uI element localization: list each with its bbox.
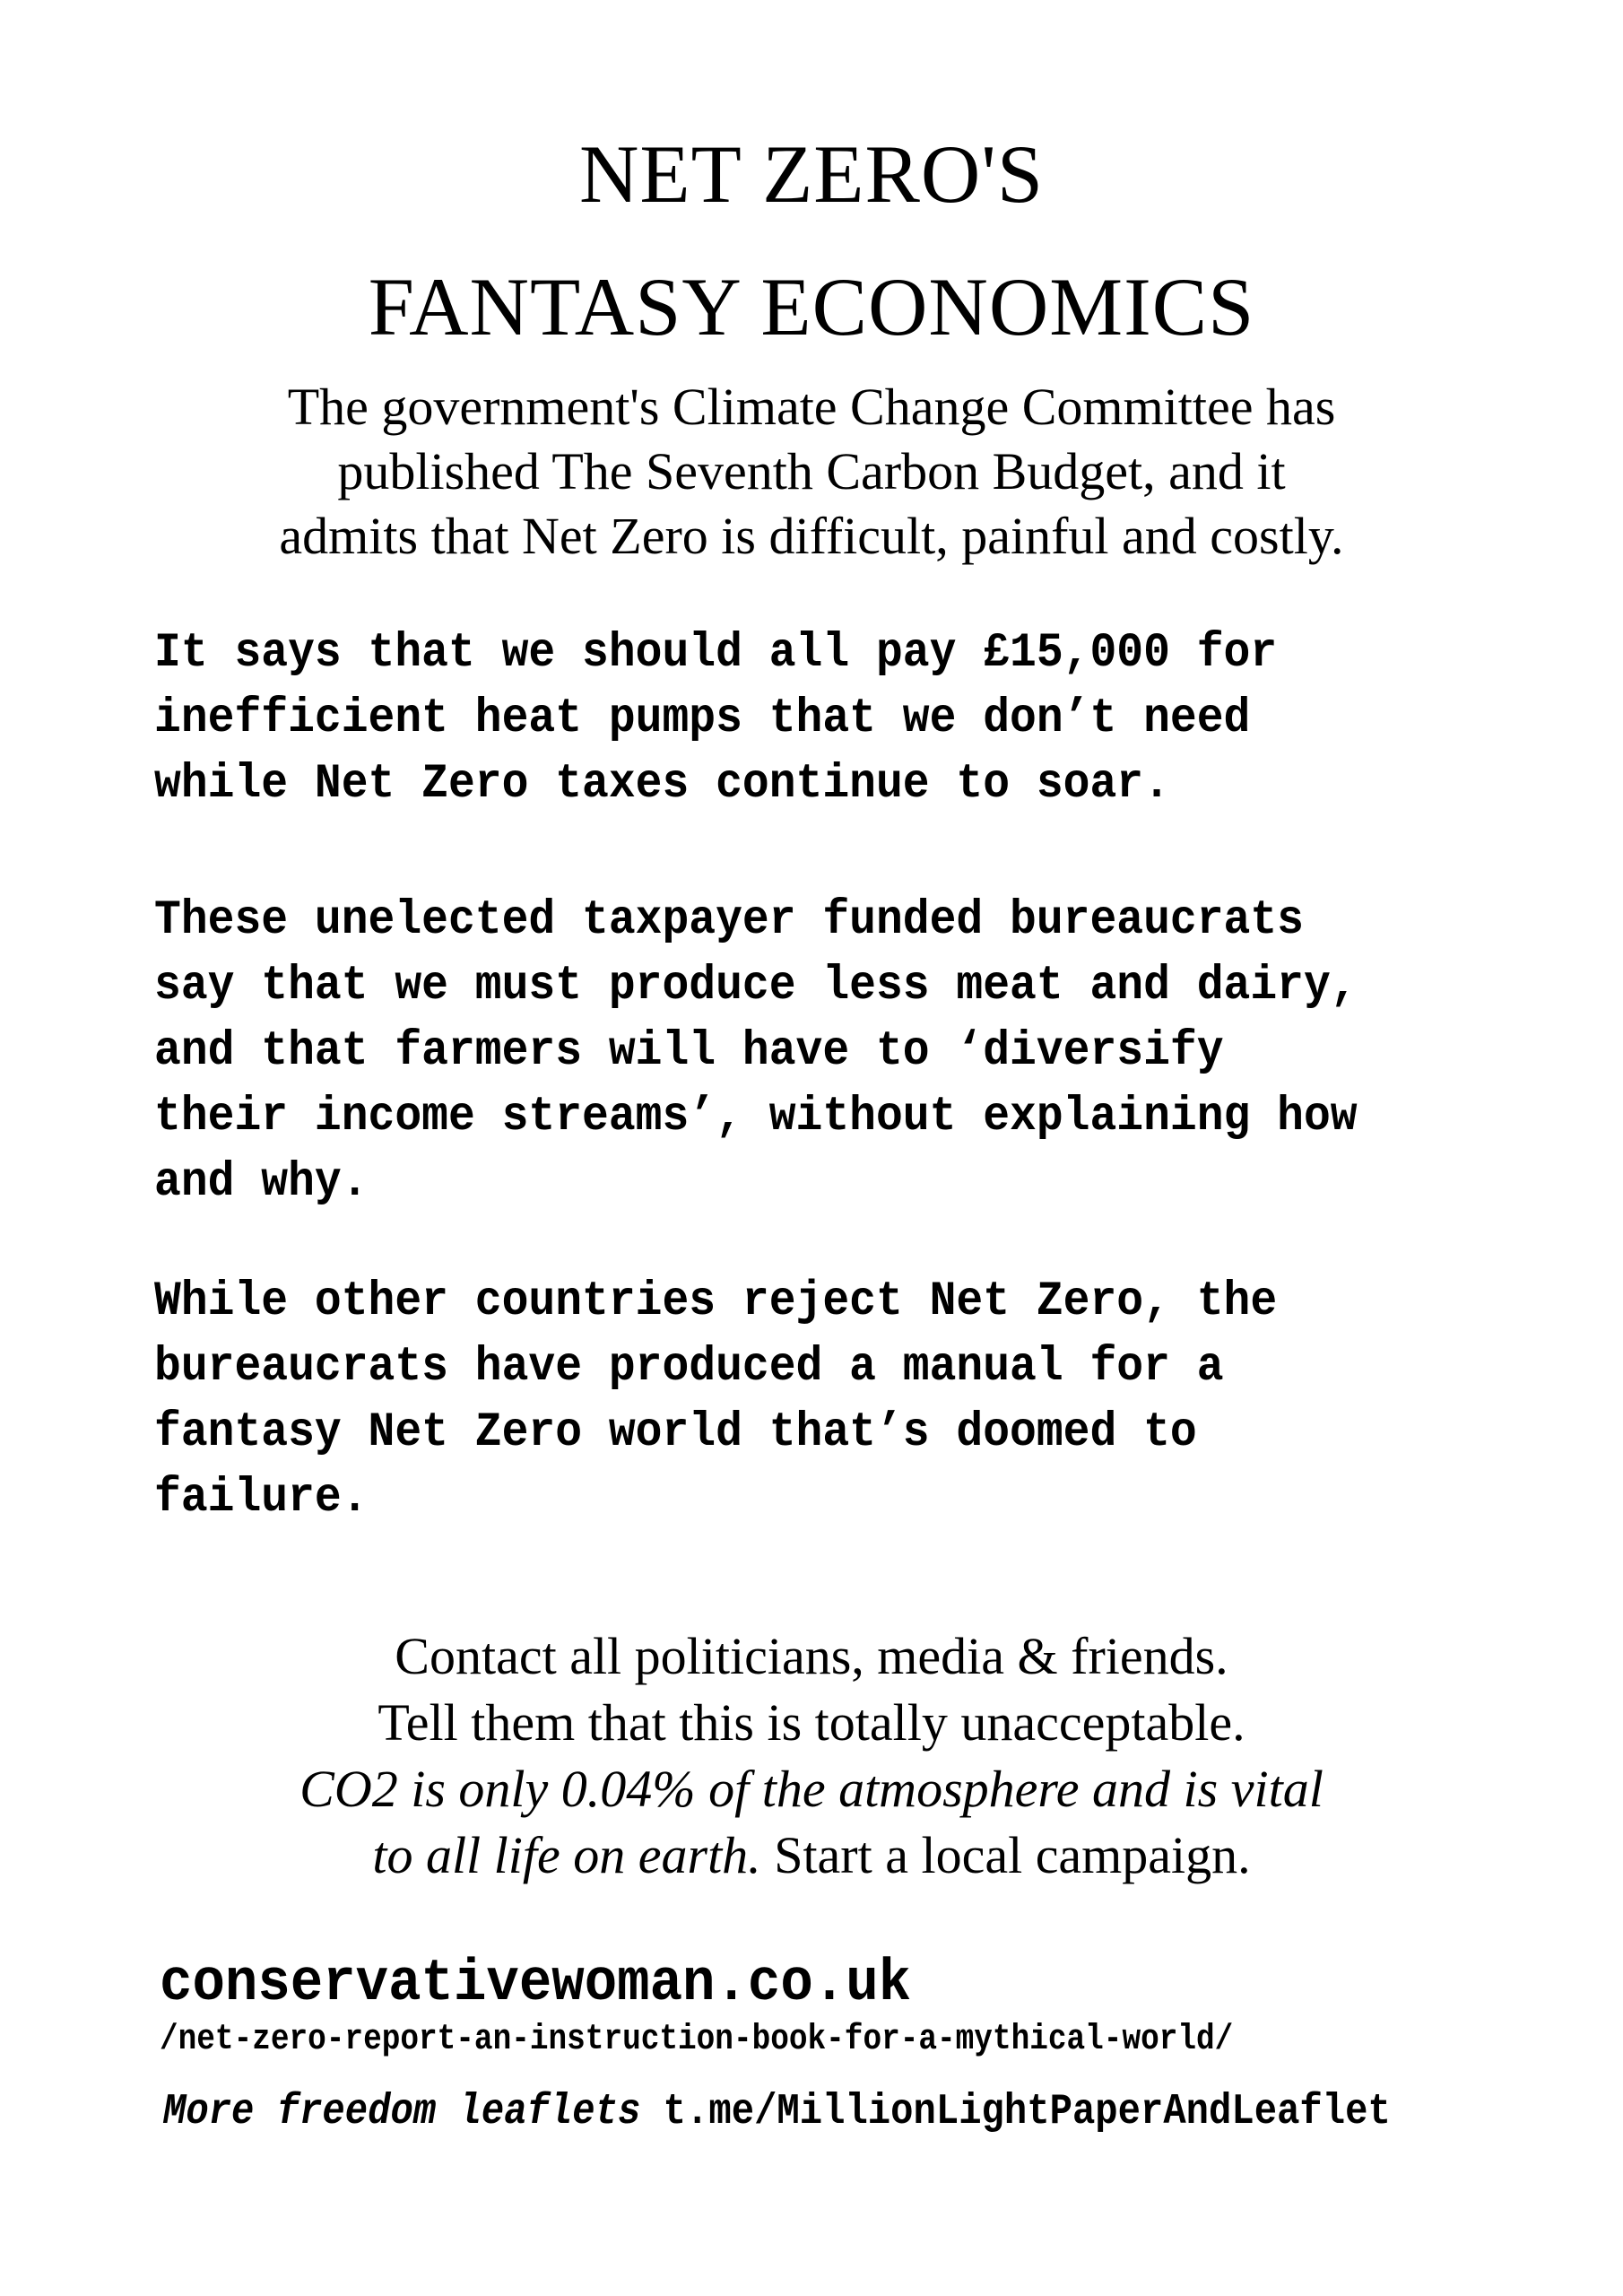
intro-line-3: admits that Net Zero is difficult, painful and costly. — [279, 507, 1344, 565]
source-site-link[interactable]: conservativewoman.co.uk — [160, 1950, 912, 2017]
campaign-text: Start a local campaign. — [760, 1826, 1251, 1884]
cta-line-2: Tell them that this is totally unacceptable. — [378, 1693, 1245, 1752]
co2-fact: CO2 is only 0.04% of the atmosphere and is vital — [299, 1760, 1324, 1818]
intro-line-1: The government's Climate Change Committee has — [287, 378, 1336, 436]
call-to-action — [0, 1623, 1623, 1889]
footer-label: More freedom leaflets — [163, 2088, 641, 2136]
cta-line-4 — [0, 1822, 1623, 1889]
title-line-2: FANTASY ECONOMICS — [368, 261, 1255, 352]
paragraph-farming: These unelected taxpayer funded bureaucrats say that we must produce less meat and dairy, and that farmers will have to ‘diversify their income streams’, without explaining how and why. — [154, 893, 1358, 1210]
leaflet-title — [0, 108, 1623, 373]
title-line-1: NET ZERO'S — [578, 128, 1045, 220]
paragraph-manual: While other countries reject Net Zero, the bureaucrats have produced a manual for a fantasy Net Zero world that’s doomed to failure. — [154, 1274, 1278, 1526]
footer-more-leaflets — [163, 2085, 1391, 2139]
footer-telegram-link[interactable]: t.me/MillionLightPaperAndLeaflet — [663, 2088, 1391, 2136]
cta-line-3 — [0, 1756, 1623, 1822]
intro-line-2: published The Seventh Carbon Budget, and it — [337, 442, 1286, 500]
paragraph-heat-pumps: It says that we should all pay £15,000 for inefficient heat pumps that we don’t need while Net Zero taxes continue to soar. — [154, 626, 1278, 812]
source-path-link[interactable]: /net-zero-report-an-instruction-book-for-a-mythical-world/ — [160, 2020, 1234, 2060]
intro-paragraph — [0, 375, 1623, 569]
co2-fact-end: to all life on earth. — [372, 1826, 761, 1884]
cta-line-1: Contact all politicians, media & friends. — [395, 1627, 1228, 1685]
